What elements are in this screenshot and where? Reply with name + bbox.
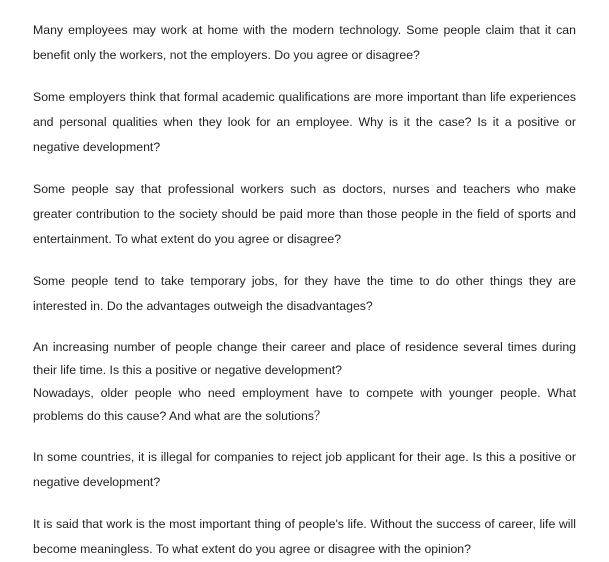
paragraph-question-temporary-jobs: Some people tend to take temporary jobs, for they have the time to do other things they are interested in. Do the advantages outweigh the disadvantages? <box>33 274 576 313</box>
paragraph-question-work-importance: It is said that work is the most important thing of people's life. Without the success of career, life will become meaningless. To what extent do you agree or disagree with the opinion? <box>33 517 576 556</box>
paragraph-question-professional-workers-pay: Some people say that professional workers such as doctors, nurses and teachers who make greater contribution to the society should be paid more than those people in the field of sports and entertainment. To what extent do you agree or disagree? <box>33 182 576 246</box>
paragraph-question-age-discrimination: In some countries, it is illegal for companies to reject job applicant for their age. Is this a positive or negative development? <box>33 450 576 489</box>
paragraph-line-career-change: An increasing number of people change their career and place of residence several times during their life time. Is this a positive or negative development? <box>33 340 576 377</box>
paragraph-line-older-workers: Nowadays, older people who need employment have to compete with younger people. What problems do this cause? And what are the solutions？ <box>33 386 576 423</box>
paragraph-question-home-working: Many employees may work at home with the modern technology. Some people claim that it can benefit only the workers, not the employers. Do you agree or disagree? <box>33 23 576 62</box>
paragraph-question-career-change <box>33 336 576 428</box>
paragraph-question-academic-qualifications: Some employers think that formal academic qualifications are more important than life experiences and personal qualities when they look for an employee. Why is it the case? Is it a positive or negative development? <box>33 90 576 154</box>
